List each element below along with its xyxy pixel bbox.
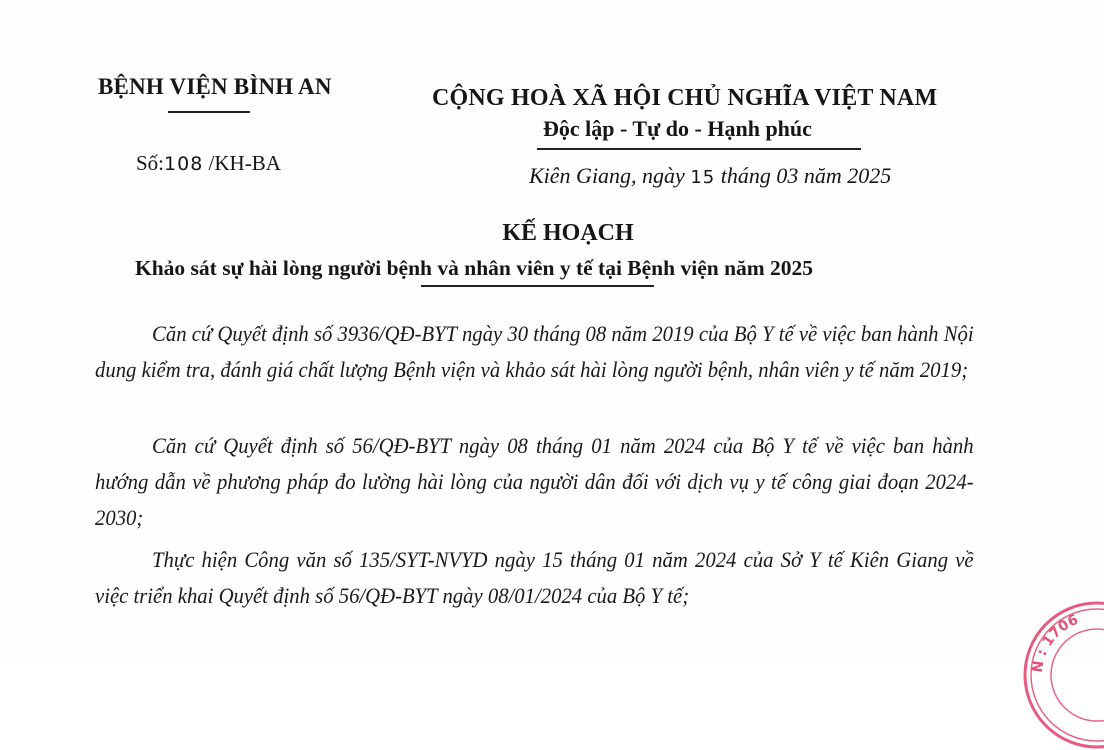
subject-underline [421, 285, 654, 287]
place-date-suffix: tháng 03 năm 2025 [715, 163, 892, 188]
body-paragraph: Thực hiện Công văn số 135/SYT-NVYD ngày 15 tháng 01 năm 2024 của Sở Y tế Kiên Giang về việc triển khai Quyết định số 56/QĐ-BYT ngày 08/01/2024 của Bộ Y tế; [95, 547, 974, 608]
organization-underline [168, 111, 250, 113]
doc-number-handwritten: 108 [164, 153, 204, 175]
document-number [136, 151, 281, 176]
document-subject: Khảo sát sự hài lòng người bệnh và nhân viên y tế tại Bệnh viện năm 2025 [135, 256, 814, 280]
document-type-title: KẾ HOẠCH [502, 220, 634, 246]
place-date [529, 163, 891, 189]
national-title: CỘNG HOÀ XÃ HỘI CHỦ NGHĨA VIỆT NAM [432, 85, 938, 111]
doc-number-suffix: /KH-BA [203, 151, 281, 175]
place-date-prefix: Kiên Giang, ngày [529, 163, 691, 188]
day-handwritten: 15 [690, 167, 716, 188]
doc-number-prefix: Số: [136, 151, 165, 175]
organization-name: BỆNH VIỆN BÌNH AN [98, 74, 332, 99]
official-stamp-icon [1022, 600, 1104, 750]
body-paragraph: Căn cứ Quyết định số 56/QĐ-BYT ngày 08 tháng 01 năm 2024 của Bộ Y tế về việc ban hành hướng dẫn về phương pháp đo lường hài lòng của người dân đối với dịch vụ y tế công giai đoạn 2024-2030; [95, 433, 974, 530]
svg-text:N : 1706 [1030, 612, 1081, 674]
national-motto: Độc lập - Tự do - Hạnh phúc [543, 116, 812, 141]
motto-underline [537, 148, 861, 150]
stamp-text: N : 1706 [1029, 611, 1081, 674]
body-paragraph: Căn cứ Quyết định số 3936/QĐ-BYT ngày 30 tháng 08 năm 2019 của Bộ Y tế về việc ban hành Nội dung kiểm tra, đánh giá chất lượng Bệnh viện và khảo sát hài lòng người bệnh, nhân viên y tế năm 2019; [95, 321, 974, 382]
